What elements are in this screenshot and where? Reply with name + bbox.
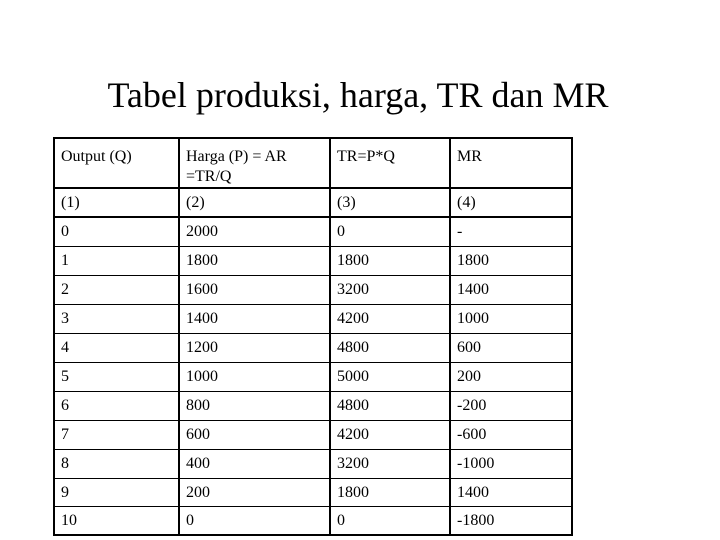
cell-price: 0 [179,506,330,535]
cell-price: 600 [179,420,330,449]
production-price-table [53,137,573,536]
cell-output: 7 [54,420,179,449]
cell-output: 0 [54,217,179,246]
cell-price: 800 [179,391,330,420]
cell-output: 6 [54,391,179,420]
table-row [54,333,572,362]
header-marginal-revenue: MR [450,138,572,188]
cell-mr: - [450,217,572,246]
cell-tr: 4800 [330,333,450,362]
header-output: Output (Q) [54,138,179,188]
cell-mr: 600 [450,333,572,362]
cell-price: 1000 [179,362,330,391]
table-row [54,275,572,304]
column-number-row [54,188,572,217]
cell-output: 10 [54,506,179,535]
cell-mr: 200 [450,362,572,391]
table-row [54,449,572,478]
cell-output: 8 [54,449,179,478]
cell-tr: 0 [330,506,450,535]
table-row [54,246,572,275]
cell-tr: 3200 [330,275,450,304]
table-row [54,478,572,506]
header-total-revenue: TR=P*Q [330,138,450,188]
table-row [54,304,572,333]
table-row [54,391,572,420]
cell-mr: 1400 [450,478,572,506]
column-number: (2) [179,188,330,217]
cell-tr: 4800 [330,391,450,420]
cell-tr: 5000 [330,362,450,391]
header-price: Harga (P) = AR =TR/Q [179,138,330,188]
cell-output: 3 [54,304,179,333]
cell-tr: 3200 [330,449,450,478]
cell-tr: 4200 [330,420,450,449]
cell-output: 9 [54,478,179,506]
column-number: (1) [54,188,179,217]
cell-price: 400 [179,449,330,478]
column-number: (4) [450,188,572,217]
cell-tr: 0 [330,217,450,246]
cell-tr: 4200 [330,304,450,333]
cell-mr: 1400 [450,275,572,304]
cell-price: 1200 [179,333,330,362]
production-table-container [53,137,573,536]
table-header-row [54,138,572,188]
cell-mr: 1800 [450,246,572,275]
cell-output: 2 [54,275,179,304]
cell-tr: 1800 [330,478,450,506]
cell-price: 1400 [179,304,330,333]
cell-price: 2000 [179,217,330,246]
cell-price: 200 [179,478,330,506]
cell-output: 1 [54,246,179,275]
cell-output: 5 [54,362,179,391]
table-row [54,506,572,535]
cell-mr: -200 [450,391,572,420]
cell-mr: -1000 [450,449,572,478]
table-row [54,217,572,246]
table-row [54,420,572,449]
table-row [54,362,572,391]
cell-price: 1600 [179,275,330,304]
cell-mr: -1800 [450,506,572,535]
column-number: (3) [330,188,450,217]
cell-mr: 1000 [450,304,572,333]
slide-title: Tabel produksi, harga, TR dan MR [107,75,609,115]
cell-tr: 1800 [330,246,450,275]
cell-mr: -600 [450,420,572,449]
cell-output: 4 [54,333,179,362]
cell-price: 1800 [179,246,330,275]
